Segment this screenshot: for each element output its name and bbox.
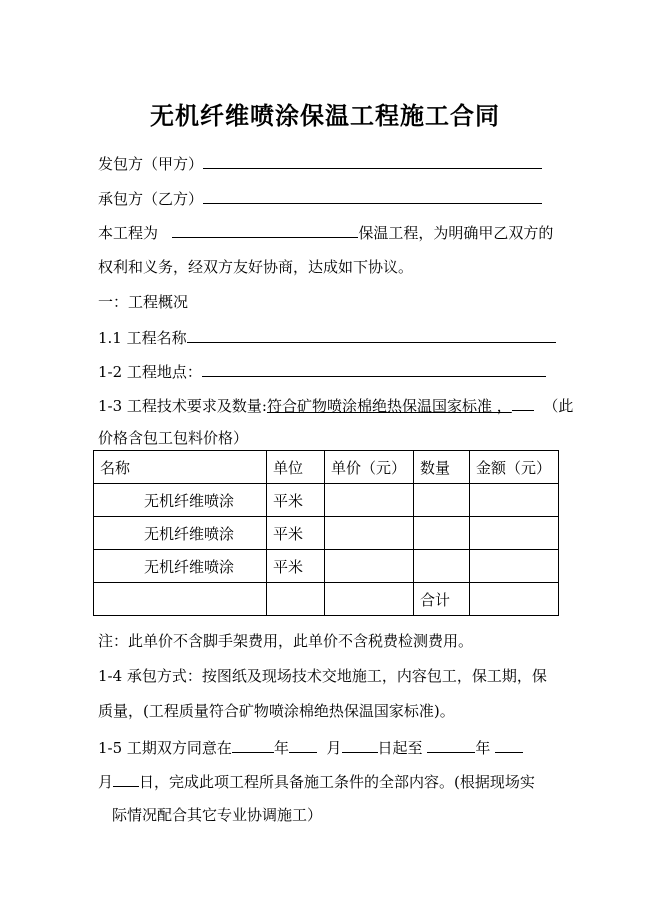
table-total-row [94,583,559,616]
year-label: 年 [273,739,289,757]
start-month-blank[interactable] [289,736,317,753]
cell-unit: 平米 [267,550,325,583]
intro-line-1 [98,221,553,243]
tech-req-label: 1-3 工程技术要求及数量: [98,397,267,415]
end-year-blank[interactable] [427,736,475,753]
item-1-5-line-1 [98,736,523,758]
project-location-blank[interactable] [202,360,546,377]
cell-unit: 平米 [267,484,325,517]
cell-quantity[interactable] [414,484,470,517]
project-name-blank[interactable] [187,326,556,343]
tech-req-standard: 符合矿物喷涂棉绝热保温国家标准 ， [266,397,512,415]
project-location-label: 1-2 工程地点： [98,363,202,381]
table-row [94,517,559,550]
cell-unit: 平米 [267,517,325,550]
cell-total-label: 合计 [414,583,470,616]
intro-line-2: 权利和义务，经双方友好协商，达成如下协议。 [98,258,414,276]
cell-empty [267,583,325,616]
header-quantity: 数量 [414,451,470,484]
intro-suffix: 保温工程，为明确甲乙双方的 [358,224,554,242]
cell-unit-price[interactable] [325,550,414,583]
note-line: 注：此单价不含脚手架费用，此单价不含税费检测费用。 [98,632,474,650]
price-table [93,450,559,616]
month-label: 月 [326,739,342,757]
cell-name: 无机纤维喷涂 [94,550,267,583]
cell-unit-price[interactable] [325,517,414,550]
cell-amount[interactable] [470,484,559,517]
project-type-blank[interactable] [172,221,358,238]
header-amount: 金额（元） [470,451,559,484]
month-label: 月 [98,773,114,791]
intro-prefix: 本工程为 [98,224,159,242]
year-label: 年 [475,739,491,757]
cell-unit-price[interactable] [325,484,414,517]
header-unit: 单位 [267,451,325,484]
party-b-blank[interactable] [203,187,542,204]
cell-total-amount[interactable] [470,583,559,616]
tech-req-blank[interactable] [512,394,534,411]
end-day-blank[interactable] [113,770,139,787]
party-a-blank[interactable] [203,152,542,169]
day-from-label: 日起至 [377,739,423,757]
header-unit-price: 单价（元） [325,451,414,484]
project-name-label: 1.1 工程名称 [98,329,187,347]
item-1-4-line-2: 质量，(工程质量符合矿物喷涂棉绝热保温国家标准)。 [98,702,455,720]
start-day-blank[interactable] [342,736,378,753]
header-name: 名称 [94,451,267,484]
cell-quantity[interactable] [414,517,470,550]
end-month-blank[interactable] [495,736,523,753]
item-1-5-line-2 [98,770,535,792]
item-1-3-line-2: 价格含包工包料价格） [98,429,249,447]
item-1-5-line-3: 际情况配合其它专业协调施工） [112,806,323,824]
table-row [94,550,559,583]
item-1-4-line-1: 1-4 承包方式：按图纸及现场技术交地施工，内容包工，保工期，保 [98,667,547,685]
section-heading-overview: 一：工程概况 [98,293,189,311]
cell-amount[interactable] [470,517,559,550]
table-header-row [94,451,559,484]
party-b-line [98,187,542,209]
completion-text: 日，完成此项工程所具备施工条件的全部内容。(根据现场实 [139,773,535,791]
item-1-2-line [98,360,546,382]
party-a-label: 发包方（甲方） [98,155,204,173]
cell-amount[interactable] [470,550,559,583]
start-year-blank[interactable] [232,736,274,753]
item-1-1-line [98,326,556,348]
cell-quantity[interactable] [414,550,470,583]
cell-name: 无机纤维喷涂 [94,484,267,517]
tech-req-suffix: （此 [543,397,574,415]
item-1-3-line [98,394,573,416]
party-b-label: 承包方（乙方） [98,190,204,208]
cell-empty [94,583,267,616]
cell-empty [325,583,414,616]
table-row [94,484,559,517]
period-label: 1-5 工期双方同意在 [98,739,232,757]
party-a-line [98,152,542,174]
page-title: 无机纤维喷涂保温工程施工合同 [150,101,500,130]
cell-name: 无机纤维喷涂 [94,517,267,550]
